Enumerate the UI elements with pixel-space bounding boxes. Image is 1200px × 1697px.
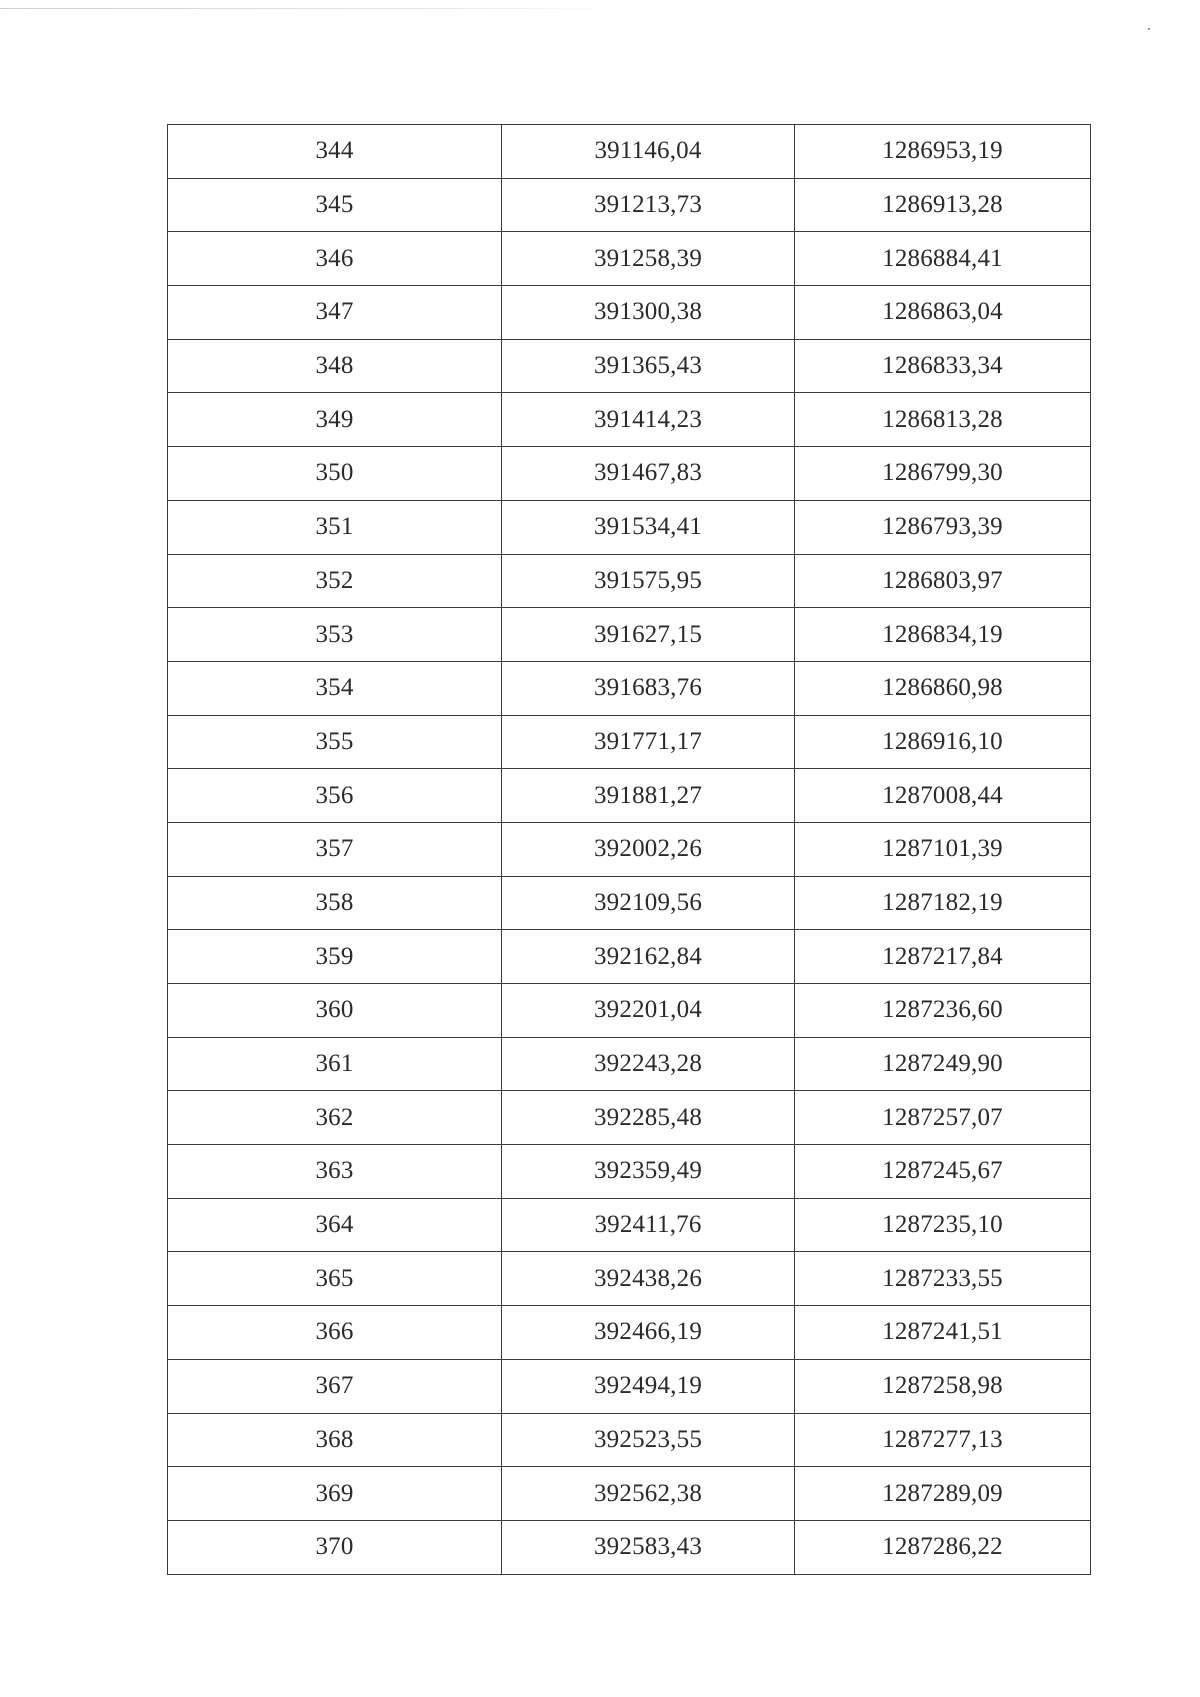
table-row <box>168 554 1091 608</box>
point-number-cell: 350 <box>168 447 502 501</box>
point-number-cell: 365 <box>168 1252 502 1306</box>
x-coordinate-cell: 392201,04 <box>502 984 795 1038</box>
x-coordinate-cell: 392562,38 <box>502 1467 795 1521</box>
x-coordinate-cell: 391627,15 <box>502 608 795 662</box>
y-coordinate-cell: 1287277,13 <box>795 1413 1091 1467</box>
point-number-cell: 360 <box>168 984 502 1038</box>
x-coordinate-cell: 392438,26 <box>502 1252 795 1306</box>
x-coordinate-cell: 392002,26 <box>502 822 795 876</box>
x-coordinate-cell: 391146,04 <box>502 125 795 179</box>
table-row <box>168 1198 1091 1252</box>
table-row <box>168 822 1091 876</box>
y-coordinate-cell: 1287258,98 <box>795 1359 1091 1413</box>
table-row <box>168 876 1091 930</box>
point-number-cell: 356 <box>168 769 502 823</box>
x-coordinate-cell: 392162,84 <box>502 930 795 984</box>
point-number-cell: 359 <box>168 930 502 984</box>
x-coordinate-cell: 391534,41 <box>502 500 795 554</box>
y-coordinate-cell: 1287236,60 <box>795 984 1091 1038</box>
x-coordinate-cell: 391414,23 <box>502 393 795 447</box>
y-coordinate-cell: 1287241,51 <box>795 1306 1091 1360</box>
point-number-cell: 363 <box>168 1145 502 1199</box>
y-coordinate-cell: 1287008,44 <box>795 769 1091 823</box>
point-number-cell: 352 <box>168 554 502 608</box>
x-coordinate-cell: 392109,56 <box>502 876 795 930</box>
x-coordinate-cell: 392359,49 <box>502 1145 795 1199</box>
point-number-cell: 370 <box>168 1520 502 1574</box>
table-row <box>168 125 1091 179</box>
point-number-cell: 366 <box>168 1306 502 1360</box>
y-coordinate-cell: 1286793,39 <box>795 500 1091 554</box>
table-row <box>168 1091 1091 1145</box>
x-coordinate-cell: 391575,95 <box>502 554 795 608</box>
table-row <box>168 286 1091 340</box>
x-coordinate-cell: 391365,43 <box>502 339 795 393</box>
y-coordinate-cell: 1286860,98 <box>795 661 1091 715</box>
point-number-cell: 344 <box>168 125 502 179</box>
point-number-cell: 354 <box>168 661 502 715</box>
coordinates-table-body <box>168 125 1091 1575</box>
y-coordinate-cell: 1287249,90 <box>795 1037 1091 1091</box>
y-coordinate-cell: 1286884,41 <box>795 232 1091 286</box>
table-row <box>168 1413 1091 1467</box>
table-row <box>168 930 1091 984</box>
y-coordinate-cell: 1286813,28 <box>795 393 1091 447</box>
y-coordinate-cell: 1286916,10 <box>795 715 1091 769</box>
y-coordinate-cell: 1287289,09 <box>795 1467 1091 1521</box>
point-number-cell: 358 <box>168 876 502 930</box>
y-coordinate-cell: 1287217,84 <box>795 930 1091 984</box>
y-coordinate-cell: 1286863,04 <box>795 286 1091 340</box>
y-coordinate-cell: 1287257,07 <box>795 1091 1091 1145</box>
x-coordinate-cell: 392411,76 <box>502 1198 795 1252</box>
point-number-cell: 345 <box>168 178 502 232</box>
y-coordinate-cell: 1286913,28 <box>795 178 1091 232</box>
y-coordinate-cell: 1287182,19 <box>795 876 1091 930</box>
point-number-cell: 349 <box>168 393 502 447</box>
x-coordinate-cell: 391683,76 <box>502 661 795 715</box>
point-number-cell: 353 <box>168 608 502 662</box>
table-row <box>168 339 1091 393</box>
y-coordinate-cell: 1287245,67 <box>795 1145 1091 1199</box>
table-row <box>168 178 1091 232</box>
point-number-cell: 357 <box>168 822 502 876</box>
y-coordinate-cell: 1286799,30 <box>795 447 1091 501</box>
point-number-cell: 369 <box>168 1467 502 1521</box>
table-row <box>168 661 1091 715</box>
table-row <box>168 984 1091 1038</box>
coordinates-table <box>167 124 1091 1575</box>
x-coordinate-cell: 391881,27 <box>502 769 795 823</box>
y-coordinate-cell: 1287235,10 <box>795 1198 1091 1252</box>
table-row <box>168 447 1091 501</box>
x-coordinate-cell: 392285,48 <box>502 1091 795 1145</box>
table-row <box>168 393 1091 447</box>
y-coordinate-cell: 1286803,97 <box>795 554 1091 608</box>
point-number-cell: 355 <box>168 715 502 769</box>
point-number-cell: 351 <box>168 500 502 554</box>
table-row <box>168 500 1091 554</box>
table-row <box>168 715 1091 769</box>
table-row <box>168 1520 1091 1574</box>
scan-edge-line <box>0 8 620 9</box>
table-row <box>168 608 1091 662</box>
table-row <box>168 1359 1091 1413</box>
table-row <box>168 1037 1091 1091</box>
x-coordinate-cell: 392523,55 <box>502 1413 795 1467</box>
x-coordinate-cell: 391771,17 <box>502 715 795 769</box>
point-number-cell: 364 <box>168 1198 502 1252</box>
y-coordinate-cell: 1286834,19 <box>795 608 1091 662</box>
x-coordinate-cell: 392243,28 <box>502 1037 795 1091</box>
table-row <box>168 232 1091 286</box>
table-row <box>168 1467 1091 1521</box>
x-coordinate-cell: 391258,39 <box>502 232 795 286</box>
y-coordinate-cell: 1286953,19 <box>795 125 1091 179</box>
x-coordinate-cell: 392583,43 <box>502 1520 795 1574</box>
point-number-cell: 362 <box>168 1091 502 1145</box>
y-coordinate-cell: 1287101,39 <box>795 822 1091 876</box>
table-row <box>168 1145 1091 1199</box>
y-coordinate-cell: 1286833,34 <box>795 339 1091 393</box>
x-coordinate-cell: 392466,19 <box>502 1306 795 1360</box>
point-number-cell: 367 <box>168 1359 502 1413</box>
x-coordinate-cell: 392494,19 <box>502 1359 795 1413</box>
point-number-cell: 368 <box>168 1413 502 1467</box>
scan-speck <box>1148 28 1150 30</box>
x-coordinate-cell: 391213,73 <box>502 178 795 232</box>
point-number-cell: 361 <box>168 1037 502 1091</box>
table-row <box>168 1306 1091 1360</box>
x-coordinate-cell: 391300,38 <box>502 286 795 340</box>
x-coordinate-cell: 391467,83 <box>502 447 795 501</box>
table-row <box>168 769 1091 823</box>
point-number-cell: 348 <box>168 339 502 393</box>
y-coordinate-cell: 1287286,22 <box>795 1520 1091 1574</box>
point-number-cell: 347 <box>168 286 502 340</box>
y-coordinate-cell: 1287233,55 <box>795 1252 1091 1306</box>
point-number-cell: 346 <box>168 232 502 286</box>
table-row <box>168 1252 1091 1306</box>
